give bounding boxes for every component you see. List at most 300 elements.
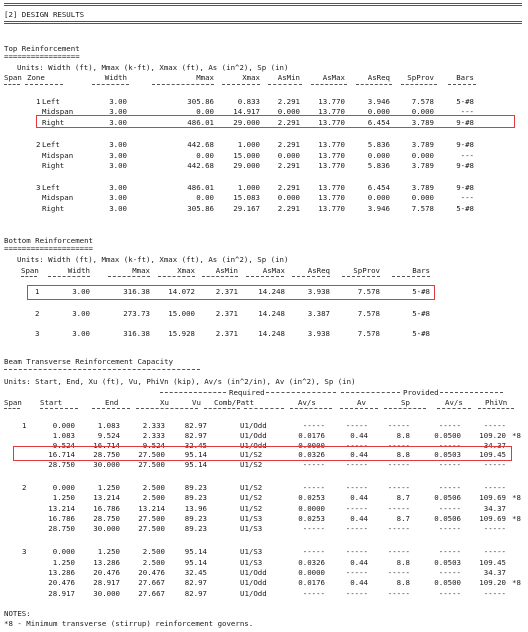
top-cell: 2.291 [277,204,300,213]
transverse-heading-underline [4,369,200,370]
transverse-col-header-end: End [105,398,119,407]
top-cell: 305.86 [187,204,214,213]
transverse-cell: 28.750 [48,460,75,469]
top-cell: Left [42,183,60,192]
bottom-cell: 3.938 [307,287,330,296]
transverse-cell: 8.8 [396,450,410,459]
transverse-col-header-start: Start [40,398,63,407]
bottom-cell: 3 [35,329,40,338]
table-row [0,524,528,533]
transverse-cell: 95.14 [184,460,207,469]
top-cell: 9-#8 [456,161,474,170]
transverse-cell: 89.23 [184,514,207,523]
transverse-header-underline [290,408,332,409]
table-row [0,514,528,523]
transverse-units: Units: Start, End, Xu (ft), Vu, PhiVn (kip), Av/s (in^2/in), Av (in^2), Sp (in) [4,377,356,386]
transverse-cell: 1.083 [97,421,120,430]
transverse-cell: 1.250 [97,483,120,492]
transverse-cell: 0.0253 [298,493,325,502]
transverse-cell: 20.476 [48,578,75,587]
transverse-cell: U1/Odd [240,568,267,577]
transverse-cell: ----- [302,524,325,533]
transverse-cell: ----- [387,441,410,450]
transverse-header-underline [204,408,240,409]
top-cell: 13.770 [318,204,345,213]
transverse-cell: 30.000 [93,524,120,533]
top-cell: --- [460,151,474,160]
top-header-underline [448,84,476,85]
top-col-header-spprov: SpProv [407,73,434,82]
top-col-header-asmax: AsMax [322,73,345,82]
transverse-cell: U1/Odd [240,431,267,440]
transverse-cell: 82.97 [184,578,207,587]
transverse-header-underline [340,408,378,409]
transverse-cell: 1.250 [52,558,75,567]
transverse-cell: ----- [345,483,368,492]
transverse-cell: ----- [345,547,368,556]
top-cell: 13.770 [318,183,345,192]
transverse-cell: 0.0000 [298,568,325,577]
table-row [0,193,528,202]
top-cell: 13.770 [318,161,345,170]
transverse-cell: ----- [438,421,461,430]
transverse-cell: 0.44 [350,578,368,587]
transverse-cell: 8.7 [396,514,410,523]
top-units: Units: Width (ft), Mmax (k-ft), Xmax (ft), As (in^2), Sp (in) [17,63,289,72]
top-cell: 0.000 [367,193,390,202]
bottom-header-row [0,266,528,275]
top-cell: 0.00 [196,151,214,160]
top-cell: 13.770 [318,151,345,160]
table-row [0,204,528,213]
top-cell: 3.946 [367,97,390,106]
top-cell: 2.291 [277,161,300,170]
top-col-header-asmin: AsMin [277,73,300,82]
bottom-cell: 14.248 [258,309,285,318]
top-reinforcement-underline: ================= [4,52,80,61]
transverse-cell: 82.97 [184,421,207,430]
transverse-header-underline [478,408,514,409]
transverse-header-underline [92,408,130,409]
bottom-cell: 14.248 [258,329,285,338]
table-row [0,329,528,338]
transverse-cell: ----- [345,589,368,598]
transverse-cell: ----- [483,460,506,469]
top-cell: 5-#8 [456,204,474,213]
top-header-row [0,73,528,82]
transverse-cell: ----- [345,568,368,577]
transverse-col-header-phivn: PhiVn [485,398,508,407]
bottom-header-underline [342,276,380,277]
transverse-cell: 9.524 [142,441,165,450]
transverse-cell: 109.20 [479,431,506,440]
transverse-cell: ----- [387,547,410,556]
transverse-cell: 0.000 [52,421,75,430]
top-cell: Right [42,204,65,213]
transverse-cell: 16.714 [93,441,120,450]
bottom-header-underline [21,276,37,277]
top-double-rule-2 [4,5,522,6]
table-row [0,183,528,192]
transverse-cell: ----- [345,460,368,469]
transverse-cell: U1/S3 [240,514,263,523]
transverse-cell: ----- [438,441,461,450]
transverse-cell: 20.476 [93,568,120,577]
top-cell: 3.00 [109,151,127,160]
transverse-cell: 30.000 [93,460,120,469]
transverse-cell: 28.750 [48,524,75,533]
top-cell: 3.00 [109,193,127,202]
top-cell: 3.789 [411,140,434,149]
transverse-cell: 13.214 [138,504,165,513]
table-row [0,558,528,567]
top-cell: 7.578 [411,204,434,213]
transverse-cell: 13.286 [48,568,75,577]
transverse-cell: 32.45 [184,441,207,450]
transverse-header-underline [136,408,198,409]
transverse-cell: 8.8 [396,558,410,567]
transverse-cell: 2.500 [142,547,165,556]
table-row [0,151,528,160]
bottom-cell: 3.938 [307,329,330,338]
required-rule-right [266,392,336,393]
top-cell: Midspan [42,193,74,202]
bottom-header-underline [202,276,238,277]
transverse-cell: ----- [387,524,410,533]
transverse-cell: 8.8 [396,431,410,440]
top-cell: 2.291 [277,183,300,192]
transverse-col-header-av: Av [357,398,366,407]
transverse-cell: 1.250 [52,493,75,502]
footnote-marker: *8 [512,578,521,587]
top-header-underline [311,84,347,85]
transverse-header-underline [244,408,284,409]
transverse-cell: 0.44 [350,514,368,523]
transverse-cell: ----- [302,421,325,430]
transverse-cell: 0.000 [52,483,75,492]
transverse-cell: ----- [438,524,461,533]
required-group-label: Required [229,388,265,397]
transverse-cell: U1/S2 [240,483,263,492]
top-cell: 1 [36,97,41,106]
transverse-cell: 0.0000 [298,441,325,450]
top-col-header-width: Width [104,73,127,82]
transverse-cell: 27.500 [138,514,165,523]
top-cell: 442.68 [187,140,214,149]
transverse-cell: 0.0326 [298,558,325,567]
bottom-cell: 5-#8 [412,309,430,318]
bottom-col-header-asreq: AsReq [307,266,330,275]
transverse-cell: ----- [302,483,325,492]
transverse-col-header-av-s: Av/s [445,398,463,407]
top-col-header-xmax: Xmax [242,73,260,82]
bottom-cell: 7.578 [357,309,380,318]
transverse-col-header-xu: Xu [160,398,169,407]
required-rule-left [160,392,226,393]
top-col-header-mmax: Mmax [196,73,214,82]
transverse-cell: ----- [345,524,368,533]
top-cell: 7.578 [411,97,434,106]
top-cell: 486.01 [187,118,214,127]
top-cell: 305.86 [187,97,214,106]
transverse-col-header-sp: Sp [401,398,410,407]
transverse-col-header-comb-patt: Comb/Patt [214,398,255,407]
bottom-header-underline [48,276,90,277]
table-row [0,504,528,513]
top-cell: 15.000 [233,151,260,160]
top-cell: 5.836 [367,161,390,170]
transverse-cell: 27.667 [138,578,165,587]
top-cell: 13.770 [318,107,345,116]
top-header-underline [401,84,437,85]
top-cell: 0.000 [367,107,390,116]
transverse-cell: 0.0503 [434,558,461,567]
bottom-col-header-bars: Bars [412,266,430,275]
transverse-cell: 0.0500 [434,431,461,440]
table-row [0,547,528,556]
top-cell: --- [460,107,474,116]
transverse-cell: 0.0000 [298,504,325,513]
table-row [0,161,528,170]
top-cell: 5-#8 [456,97,474,106]
bottom-cell: 2.371 [215,309,238,318]
top-cell: 3.00 [109,140,127,149]
transverse-cell: 89.23 [184,524,207,533]
top-cell: 3 [36,183,41,192]
footnote-marker: *8 [512,431,521,440]
bottom-cell: 3.00 [72,287,90,296]
bottom-cell: 5-#8 [412,329,430,338]
transverse-cell: ----- [387,568,410,577]
transverse-cell: U1/Odd [240,421,267,430]
bottom-header-underline [108,276,150,277]
transverse-cell: 34.37 [483,441,506,450]
footnote-marker: *8 [512,493,521,502]
table-row [0,493,528,502]
transverse-cell: 0.44 [350,558,368,567]
transverse-cell: 16.714 [48,450,75,459]
transverse-cell: U1/S3 [240,547,263,556]
top-col-header-zone: Zone [27,73,45,82]
top-col-header-asreq: AsReq [367,73,390,82]
bottom-cell: 15.000 [168,309,195,318]
transverse-cell: ----- [438,547,461,556]
top-cell: 13.770 [318,193,345,202]
transverse-cell: 109.45 [479,450,506,459]
transverse-cell: ----- [387,504,410,513]
transverse-cell: 0.0503 [434,450,461,459]
top-cell: 0.000 [367,151,390,160]
top-cell: Right [42,118,65,127]
transverse-cell: 28.917 [93,578,120,587]
transverse-header-underline [384,408,426,409]
table-row [0,483,528,492]
table-row [0,421,528,430]
bottom-cell: 273.73 [123,309,150,318]
top-cell: Left [42,97,60,106]
top-cell: 0.000 [277,193,300,202]
transverse-cell: 27.500 [138,524,165,533]
transverse-cell: 0.0176 [298,578,325,587]
transverse-cell: 89.23 [184,493,207,502]
top-cell: 0.833 [237,97,260,106]
transverse-cell: ----- [387,421,410,430]
transverse-cell: U1/S2 [240,504,263,513]
transverse-cell: ----- [345,504,368,513]
provided-rule-left [341,392,400,393]
top-col-header-bars: Bars [456,73,474,82]
top-cell: 2.291 [277,118,300,127]
transverse-cell: ----- [302,547,325,556]
top-cell: 442.68 [187,161,214,170]
top-cell: 3.946 [367,204,390,213]
transverse-cell: ----- [345,421,368,430]
bottom-highlight-box [27,285,435,300]
bottom-col-header-width: Width [67,266,90,275]
bottom-header-underline [158,276,195,277]
transverse-cell: 27.500 [138,460,165,469]
transverse-header-underline [40,408,78,409]
transverse-cell: 0.0506 [434,493,461,502]
transverse-cell: 32.45 [184,568,207,577]
bottom-header-underline [246,276,284,277]
top-cell: 1.000 [237,140,260,149]
bottom-header-underline [292,276,330,277]
top-cell: 0.000 [277,151,300,160]
transverse-cell: 82.97 [184,431,207,440]
top-cell: 3.00 [109,97,127,106]
bottom-cell: 2.371 [215,287,238,296]
table-row [0,309,528,318]
transverse-header-underline [4,408,20,409]
transverse-cell: 2.500 [142,493,165,502]
top-cell: 0.000 [411,107,434,116]
transverse-cell: ----- [345,441,368,450]
transverse-cell: U1/Odd [240,589,267,598]
top-header-underline [92,84,129,85]
bottom-cell: 14.248 [258,287,285,296]
bottom-cell: 7.578 [357,287,380,296]
transverse-cell: 27.667 [138,589,165,598]
bottom-col-header-spprov: SpProv [353,266,380,275]
transverse-cell: 2.333 [142,431,165,440]
transverse-cell: 8.7 [396,493,410,502]
top-cell: 3.00 [109,183,127,192]
top-highlight-box [36,115,515,128]
provided-group-label: Provided [403,388,439,397]
transverse-cell: 0.0326 [298,450,325,459]
transverse-cell: 0.44 [350,493,368,502]
transverse-cell: ----- [483,524,506,533]
table-row [0,431,528,440]
transverse-cell: 9.524 [52,441,75,450]
top-cell: 14.917 [233,107,260,116]
transverse-cell: 82.97 [184,589,207,598]
top-cell: 15.083 [233,193,260,202]
bottom-col-header-xmax: Xmax [177,266,195,275]
bottom-cell: 316.38 [123,287,150,296]
bottom-cell: 3.00 [72,309,90,318]
bottom-units: Units: Width (ft), Mmax (k-ft), Xmax (ft), As (in^2), Sp (in) [17,255,289,264]
transverse-cell: 13.214 [48,504,75,513]
top-cell: 9-#8 [456,183,474,192]
transverse-header-row [0,398,528,407]
transverse-cell: 95.14 [184,547,207,556]
top-col-header-span: Span [4,73,22,82]
transverse-cell: 1.250 [97,547,120,556]
top-cell: 486.01 [187,183,214,192]
transverse-cell: 8.8 [396,578,410,587]
transverse-cell: 13.214 [93,493,120,502]
transverse-cell: 16.786 [93,504,120,513]
top-cell: 5.836 [367,140,390,149]
transverse-cell: 13.286 [93,558,120,567]
top-cell: 29.000 [233,161,260,170]
top-double-rule [4,3,522,4]
top-header-underline [222,84,260,85]
transverse-cell: 2.500 [142,483,165,492]
transverse-cell: 34.37 [483,568,506,577]
top-cell: --- [460,193,474,202]
top-cell: Left [42,140,60,149]
transverse-cell: ----- [302,460,325,469]
transverse-cell: ----- [483,483,506,492]
top-cell: 1.000 [237,183,260,192]
top-cell: 3.00 [109,204,127,213]
transverse-cell: 0.0500 [434,578,461,587]
transverse-cell: ----- [387,483,410,492]
transverse-cell: U1/S2 [240,493,263,502]
top-cell: 2 [36,140,41,149]
transverse-cell: ----- [483,421,506,430]
transverse-cell: U1/Odd [240,441,267,450]
transverse-cell: U1/S3 [240,558,263,567]
table-row [0,578,528,587]
transverse-heading: Beam Transverse Reinforcement Capacity [4,357,174,366]
transverse-cell: 95.14 [184,450,207,459]
top-cell: 2.291 [277,97,300,106]
top-header-underline [25,84,63,85]
top-cell: 3.789 [411,183,434,192]
bottom-col-header-mmax: Mmax [132,266,150,275]
transverse-cell: 2 [22,483,27,492]
bottom-cell: 2 [35,309,40,318]
top-cell: Midspan [42,107,74,116]
top-cell: 9-#8 [456,140,474,149]
top-cell: 3.00 [109,118,127,127]
top-cell: 3.00 [109,107,127,116]
transverse-cell: ----- [387,460,410,469]
transverse-cell: 20.476 [138,568,165,577]
transverse-cell: 0.44 [350,450,368,459]
transverse-header-underline [437,408,471,409]
bottom-cell: 3.00 [72,329,90,338]
transverse-cell: ----- [438,589,461,598]
footnote-marker: *8 [512,514,521,523]
transverse-cell: 1 [22,421,27,430]
transverse-cell: 109.69 [479,493,506,502]
transverse-cell: 0.000 [52,547,75,556]
bottom-reinforcement-heading: Bottom Reinforcement [4,236,93,245]
provided-rule-right [440,392,503,393]
bottom-col-header-asmin: AsMin [215,266,238,275]
table-row [0,568,528,577]
bottom-reinforcement-underline: ==================== [4,244,93,253]
notes-heading: NOTES: [4,609,31,618]
transverse-cell: 89.23 [184,483,207,492]
top-header-underline [4,84,20,85]
top-cell: 29.167 [233,204,260,213]
